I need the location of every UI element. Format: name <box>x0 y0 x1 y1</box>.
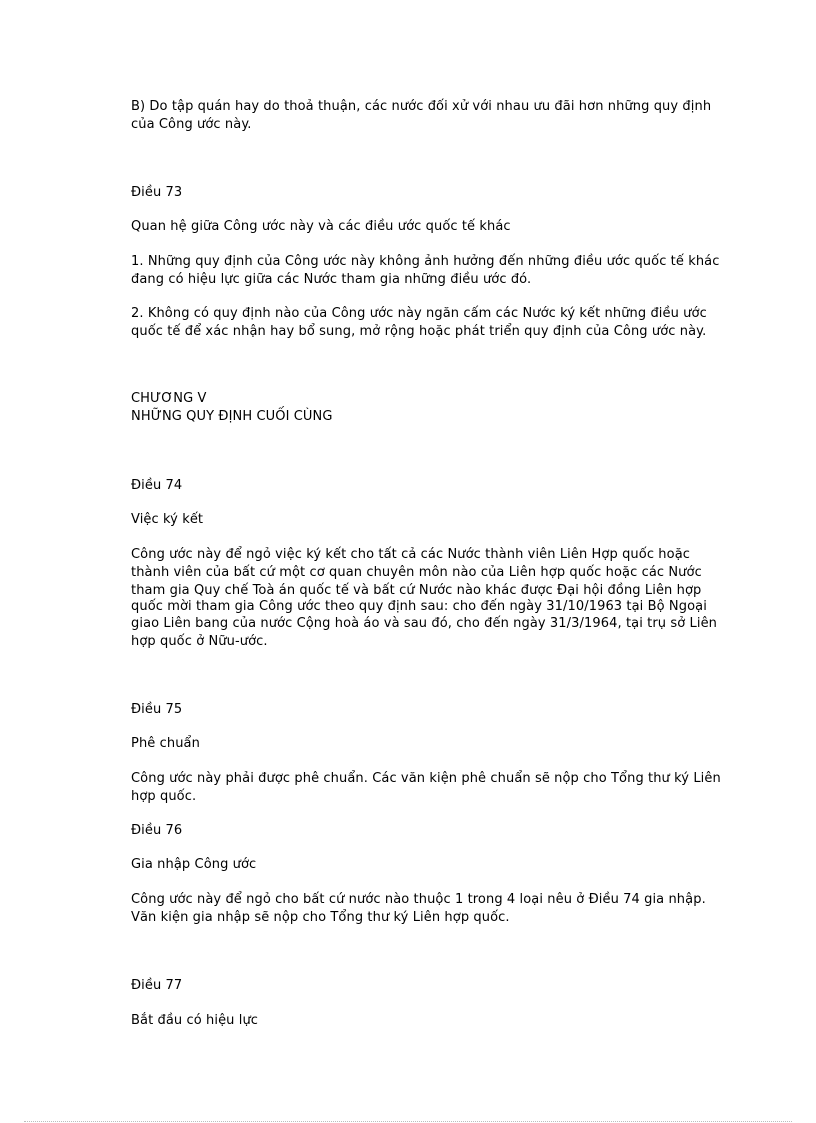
article-74-paragraph-line-6: hợp quốc ở Nữu-ước. <box>131 634 268 649</box>
article-75-paragraph-line-1: Công ước này phải được phê chuẩn. Các văn kiện phê chuẩn sẽ nộp cho Tổng thư ký Liên <box>131 771 721 786</box>
chapter-label: CHƯƠNG V <box>131 391 207 406</box>
article-74-paragraph-line-4: quốc mời tham gia Công ước theo quy định sau: cho đến ngày 31/10/1963 tại Bộ Ngoại <box>131 599 707 614</box>
article-76-title: Gia nhập Công ước <box>131 857 257 872</box>
article-76-paragraph-line-1: Công ước này để ngỏ cho bất cứ nước nào thuộc 1 trong 4 loại nêu ở Điều 74 gia nhập. <box>131 892 706 907</box>
article-73-heading: Điều 73 <box>131 185 183 200</box>
paragraph-b-line-1: B) Do tập quán hay do thoả thuận, các nước đối xử với nhau ưu đãi hơn những quy định <box>131 99 712 114</box>
article-76-paragraph-line-2: Văn kiện gia nhập sẽ nộp cho Tổng thư ký Liên hợp quốc. <box>131 910 510 925</box>
article-73-paragraph-2-line-1: 2. Không có quy định nào của Công ước này ngăn cấm các Nước ký kết những điều ước <box>131 306 707 321</box>
article-73-paragraph-2-line-2: quốc tế để xác nhận hay bổ sung, mở rộng hoặc phát triển quy định của Công ước này. <box>131 324 707 339</box>
article-74-paragraph-line-2: thành viên của bất cứ một cơ quan chuyên môn nào của Liên hợp quốc hoặc các Nước <box>131 565 702 580</box>
article-74-paragraph-line-1: Công ước này để ngỏ việc ký kết cho tất cả các Nước thành viên Liên Hợp quốc hoặc <box>131 547 691 562</box>
article-73-paragraph-1-line-2: đang có hiệu lực giữa các Nước tham gia những điều ước đó. <box>131 272 532 287</box>
article-74-heading: Điều 74 <box>131 478 183 493</box>
paragraph-b-line-2: của Công ước này. <box>131 117 252 132</box>
article-77-heading: Điều 77 <box>131 978 183 993</box>
article-73-paragraph-1-line-1: 1. Những quy định của Công ước này không ảnh hưởng đến những điều ước quốc tế khác <box>131 254 720 269</box>
article-75-heading: Điều 75 <box>131 702 183 717</box>
article-74-paragraph-line-3: tham gia Quy chế Toà án quốc tế và bất cứ Nước nào khác được Đại hội đồng Liên hợp <box>131 583 702 598</box>
article-75-paragraph-line-2: hợp quốc. <box>131 789 197 804</box>
chapter-title: NHỮNG QUY ĐỊNH CUỐI CÙNG <box>131 409 333 424</box>
article-75-title: Phê chuẩn <box>131 736 200 751</box>
article-76-heading: Điều 76 <box>131 823 183 838</box>
article-74-paragraph-line-5: giao Liên bang của nước Cộng hoà áo và sau đó, cho đến ngày 31/3/1964, tại trụ sở Liên <box>131 616 718 631</box>
page-bottom-dotted-rule <box>24 1121 792 1122</box>
article-73-title: Quan hệ giữa Công ước này và các điều ước quốc tế khác <box>131 219 511 234</box>
article-74-title: Việc ký kết <box>131 512 204 527</box>
article-77-title: Bắt đầu có hiệu lực <box>131 1013 259 1028</box>
